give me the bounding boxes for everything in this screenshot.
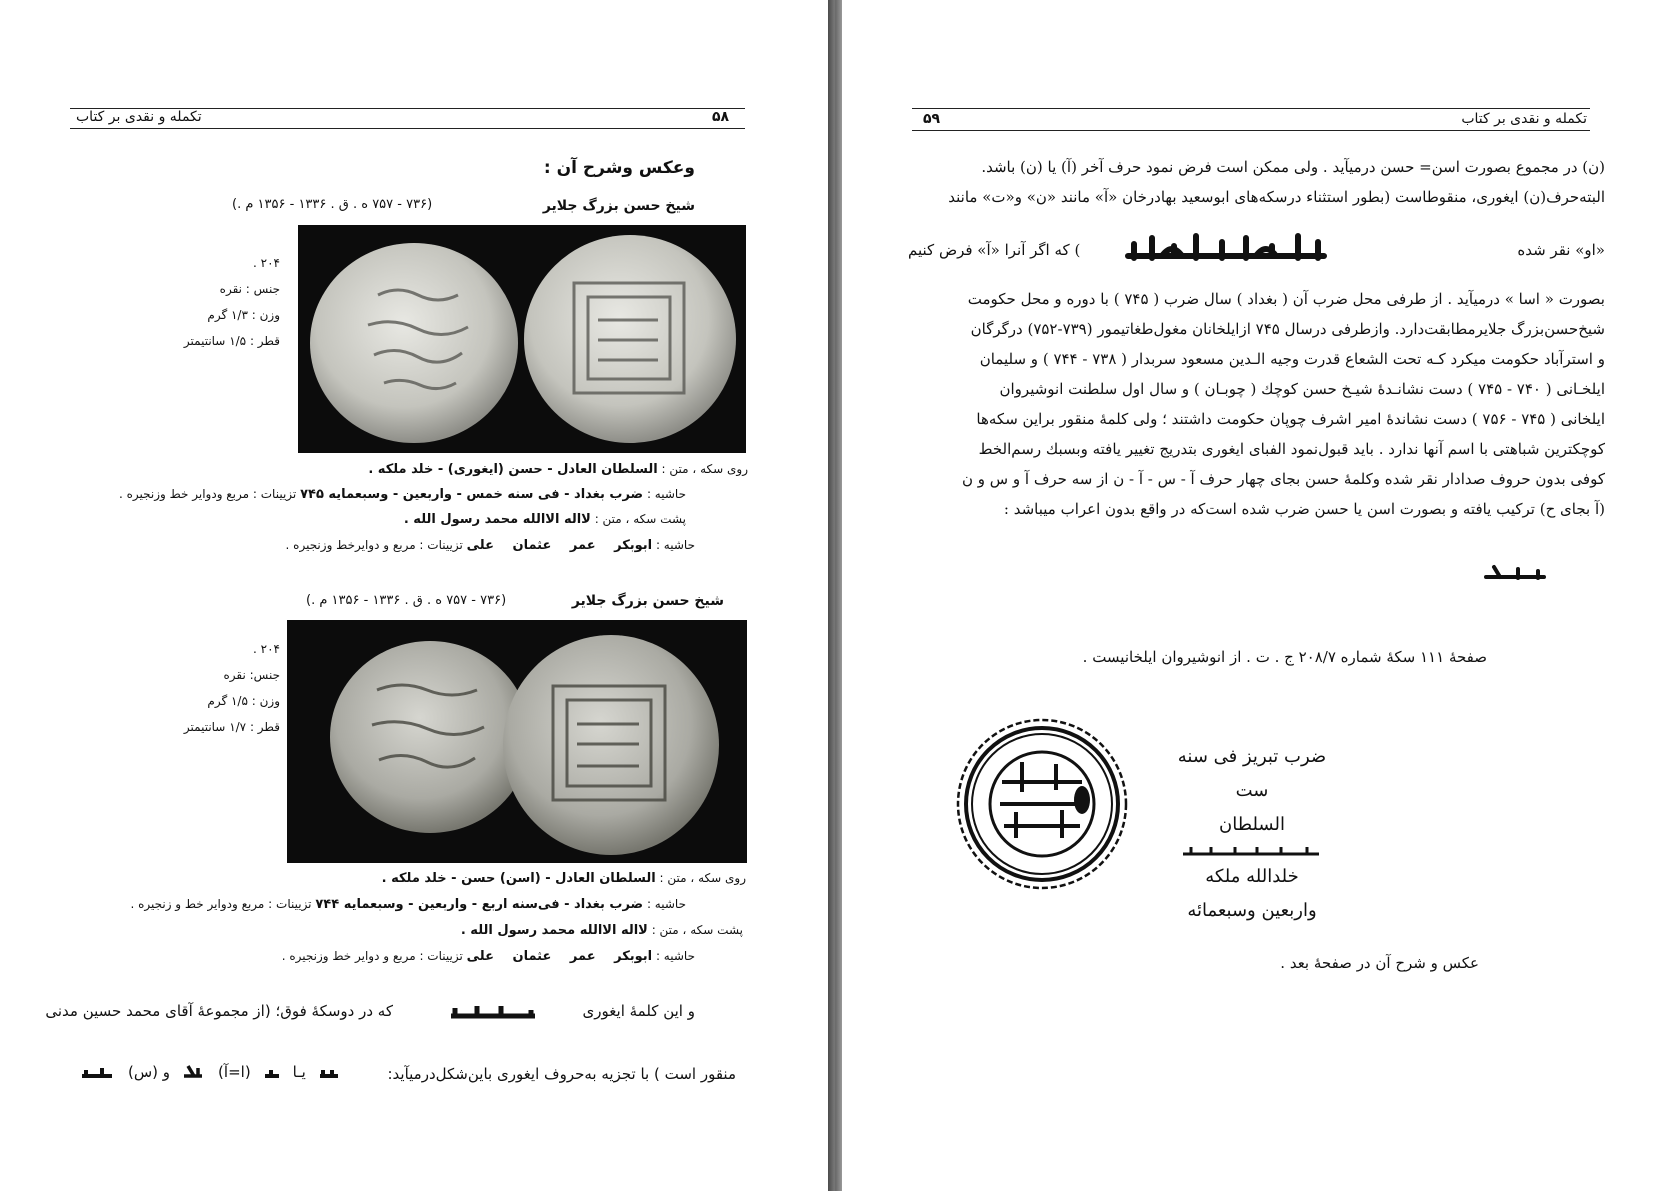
para-line-3a: «او» نقر شده xyxy=(1517,241,1605,259)
coin2-reverse-margin-note: تزیینات : مربع و دوایر خط وزنجیره . xyxy=(281,949,463,963)
coin1-obverse-margin-label: حاشیه : xyxy=(646,487,686,501)
uyghur-word-line-a: و این کلمهٔ ایغوری xyxy=(582,1002,695,1020)
header-title: تکمله و نقدی بر کتاب xyxy=(76,109,202,125)
coin1-obverse xyxy=(310,243,518,443)
coin2-photo xyxy=(287,620,747,863)
coin1-reverse-center xyxy=(404,512,686,527)
coin1-specs xyxy=(140,250,280,354)
coin-drawing xyxy=(952,712,1132,894)
coin2-obverse-margin-note: تزیینات : مربع ودوایر خط و زنجیره . xyxy=(130,897,312,911)
coin1-reverse-center-label: پشت سکه ، متن : xyxy=(594,512,686,526)
coin1-reverse-margin xyxy=(286,538,695,553)
inscription-line-3: خلدالله ملکه xyxy=(1205,866,1299,887)
intro-text: وعکس وشرح آن : xyxy=(543,158,695,178)
coin2-obverse-margin xyxy=(130,897,686,912)
para-line-11: (آ بجای ح) ترکیب یافته و بصورت اسن یا حسن ضرب شده است‌که در واقع بدون اعراب میباشد : xyxy=(1003,500,1605,518)
coin1-obverse-margin xyxy=(119,487,686,502)
header-rule-bottom xyxy=(70,128,745,129)
coin1-reverse-margin-label: حاشیه : xyxy=(655,538,695,552)
page-number: ۵۹ xyxy=(923,111,941,127)
coin1-spec-diameter: قطر : ۱/۵ سانتیمتر xyxy=(183,334,280,348)
coin2-obverse xyxy=(330,641,530,833)
header-rule-bottom xyxy=(912,130,1590,131)
coin2-obverse-margin-text: ضرب بغداد - فی‌سنه اربع - واربعین - وسبعمایه ۷۴۴ xyxy=(315,897,644,912)
coin1-obverse-margin-note: تزیینات : مربع ودوایر خط وزنجیره . xyxy=(118,487,297,501)
para-line-4: بصورت « اسا » درمیآید . از طرفی محل ضرب آن ( بغداد ) سال ضرب ( ۷۴۵ ) با دوره و محل حکومت xyxy=(967,290,1605,308)
coin2-spec-diameter: قطر : ۱/۷ سانتیمتر xyxy=(183,720,280,734)
coin1-obverse-center-text: السلطان العادل - حسن (ایغوری) - خلد ملکه . xyxy=(368,462,658,477)
header-rule xyxy=(912,108,1590,109)
glyph-n-icon xyxy=(80,1064,116,1080)
coin1-photo xyxy=(298,225,746,453)
coin1-spec-weight: وزن : ۱/۳ گرم xyxy=(207,308,280,322)
inscription-line-2: السلطان xyxy=(1219,814,1285,835)
para-line-1: (ن) در مجموع بصورت اسن= حسن درمیآید . ولی ممکن است فرض نمود حرف آخر (آ) یا (ن) باشد. xyxy=(981,158,1605,176)
uyghur-word-glyph xyxy=(447,1000,543,1026)
para-line-3b: ) که اگر آنرا «آ» فرض کنیم xyxy=(908,241,1081,259)
uyghur-hasan-glyph xyxy=(1482,563,1552,583)
inscription-uyghur-glyph xyxy=(1177,842,1327,860)
para-line-5: شیخ‌حسن‌بزرگ جلایرمطابقت‌دارد. وازطرفی درسال ۷۴۵ ازایلخانان مغول‌طغاتیمور (۷۳۹-۷۵۲) درگرگان xyxy=(970,320,1605,338)
coin1-spec-material: جنس : نقره xyxy=(219,282,280,296)
para-line-9: کوچکترین شباهتی با اسم آنها ندارد . باید قبول‌نمود الفبای ایغوری بتدریج تغییر یافته وبسبك رسم‌الخط xyxy=(978,440,1605,458)
analysis-or: یـا xyxy=(292,1063,306,1081)
left-page xyxy=(0,0,828,1191)
coin-inscription xyxy=(1172,740,1332,928)
coin2-reverse-center xyxy=(461,923,743,938)
coin2-date: (۷۳۶ - ۷۵۷ ه . ق . ۱۳۳۶ - ۱۳۵۶ م .) xyxy=(306,593,507,608)
inscription-line-1: ضرب تبریز فی سنه ست xyxy=(1177,746,1327,801)
analysis-letter-s: (س) و xyxy=(128,1063,171,1081)
glyph-a-icon xyxy=(263,1064,281,1080)
coin2-reverse-center-text: لااله الاالله محمد رسول الله . xyxy=(460,923,648,938)
inscription-line-4: واربعین وسبعمائه xyxy=(1187,900,1317,921)
coin2-heading: شیخ حسن بزرگ جلایر xyxy=(571,593,724,609)
coin2-spec-material: جنس: نقره xyxy=(223,668,280,682)
glyph-s-icon xyxy=(182,1062,206,1082)
para-line-8: ایلخانی ( ۷۴۵ - ۷۵۶ ) دست نشاندهٔ امیر اشرف چوپان حکومت داشتند ؛ ولی کلمهٔ منقور براین سکه‌ها xyxy=(976,410,1605,428)
coin1-reverse-center-text: لااله الاالله محمد رسول الله . xyxy=(403,512,591,527)
book-gutter xyxy=(828,0,842,1191)
coin1-date: (۷۳۶ - ۷۵۷ ه . ق . ۱۳۳۶ - ۱۳۵۶ م .) xyxy=(232,197,433,212)
coin1-reverse-margin-note: تزیینات : مربع و دوایرخط وزنجیره . xyxy=(285,538,463,552)
coin1-heading: شیخ حسن بزرگ جلایر xyxy=(542,198,695,214)
header-title: تکمله و نقدی بر کتاب xyxy=(1461,111,1587,127)
coin2-reverse-margin-text: ابوبکر عمر عثمان علی xyxy=(466,949,653,964)
coin1-obverse-center-label: روی سکه ، متن : xyxy=(661,462,748,476)
para-line-6: و استرآباد حکومت میکرد کـه تحت الشعاع قدرت وجیه الـدین مسعود سربدار ( ۷۳۸ - ۷۴۴ ) و سلیمان xyxy=(979,350,1605,368)
glyph-an-icon xyxy=(318,1064,340,1080)
reference-text: صفحهٔ ۱۱۱ سکهٔ شماره ۲۰۸/۷ ج . ت . از انوشیروان ایلخانیست . xyxy=(1082,648,1487,666)
coin1-reverse-margin-text: ابوبکر عمر عثمان علی xyxy=(466,538,653,553)
coin2-obverse-center-label: روی سکه ، متن : xyxy=(659,871,746,885)
coin2-spec-weight: وزن : ۱/۵ گرم xyxy=(207,694,280,708)
uyghur-script-sample xyxy=(1122,228,1332,268)
analysis-letters xyxy=(80,1060,340,1084)
coin2-reverse-margin xyxy=(282,949,695,964)
coin2-reverse-margin-label: حاشیه : xyxy=(655,949,695,963)
closing-text: عکس و شرح آن در صفحهٔ بعد . xyxy=(1280,954,1479,972)
coin1-obverse-margin-text: ضرب بغداد - فی سنه خمس - واربعین - وسبعمایه ۷۴۵ xyxy=(300,487,644,502)
coin1-obverse-center xyxy=(368,462,748,477)
coin2-obverse-center-text: السلطان العادل - (اسن) حسن - خلد ملکه . xyxy=(381,871,656,886)
uyghur-word-line-b: که در دوسکهٔ فوق؛ (از مجموعهٔ آقای محمد حسین مدنی xyxy=(45,1002,393,1020)
para-line-2: البته‌حرف(ن) ایغوری، منقوطاست (بطور استثناء درسکه‌های ابوسعید بهادرخان «آ» مانند «ن» و«ت» مانند xyxy=(948,188,1605,206)
para-line-7: ایلخـانی ( ۷۴۰ - ۷۴۵ ) دست نشانـدهٔ شیـخ حسن کوچك ( چوبـان ) و سال اول سلطنت انوشیروان xyxy=(999,380,1605,398)
page-number: ۵۸ xyxy=(712,109,730,125)
coin2-specs xyxy=(140,636,280,740)
coin2-reverse-center-label: پشت سکه ، متن : xyxy=(651,923,743,937)
coin1-spec-number: ۲۰۴ . xyxy=(253,256,280,270)
analysis-line-a: منقور است ) با تجزیه به‌حروف ایغوری باین‌شکل‌درمیآید: xyxy=(387,1065,736,1083)
coin2-spec-number: ۲۰۴ . xyxy=(253,642,280,656)
analysis-letter-a: (ا=آ) xyxy=(218,1063,251,1081)
para-line-10: کوفی بدون حروف صدادار نقر شده وکلمهٔ حسن بجای چهار حرف آ - س - آ - ن از سه حرف آ و س و ن xyxy=(962,470,1605,488)
coin2-obverse-margin-label: حاشیه : xyxy=(646,897,686,911)
right-page xyxy=(842,0,1657,1191)
coin2-obverse-center xyxy=(382,871,746,886)
